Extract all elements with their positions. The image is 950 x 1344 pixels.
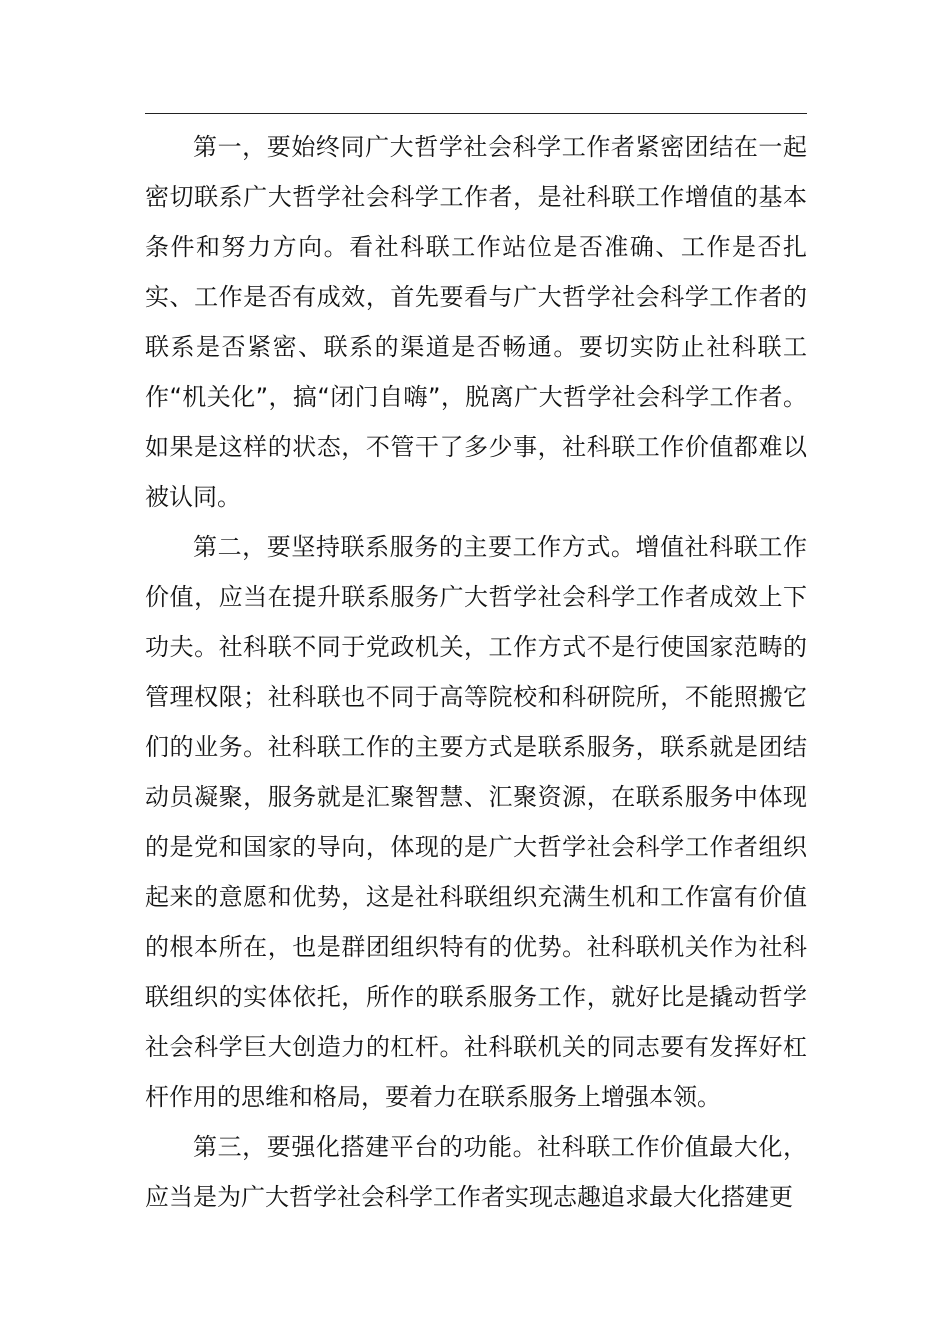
paragraph-2: 第二，要坚持联系服务的主要工作方式。增值社科联工作价值，应当在提升联系服务广大哲学社会科学工作者成效上下功夫。社科联不同于党政机关，工作方式不是行使国家范畴的管理权限；社科联也不同于高等院校和科研院所，不能照搬它们的业务。社科联工作的主要方式是联系服务，联系就是团结动员凝聚，服务就是汇聚智慧、汇聚资源，在联系服务中体现的是党和国家的导向，体现的是广大哲学社会科学工作者组织起来的意愿和优势，这是社科联组织充满生机和工作富有价值的根本所在，也是群团组织特有的优势。社科联机关作为社科联组织的实体依托，所作的联系服务工作，就好比是撬动哲学社会科学巨大创造力的杠杆。社科联机关的同志要有发挥好杠杆作用的思维和格局，要着力在联系服务上增强本领。 — [145, 533, 807, 1111]
header-rule — [145, 113, 807, 114]
paragraph-1: 第一，要始终同广大哲学社会科学工作者紧密团结在一起密切联系广大哲学社会科学工作者，是社科联工作增值的基本条件和努力方向。看社科联工作站位是否准确、工作是否扎实、工作是否有成效，首先要看与广大哲学社会科学工作者的联系是否紧密、联系的渠道是否畅通。要切实防止社科联工作“机关化”，搞“闭门自嗨”，脱离广大哲学社会科学工作者。如果是这样的状态，不管干了多少事，社科联工作价值都难以被认同。 — [145, 133, 807, 511]
document-body — [145, 122, 807, 1222]
paragraph-3: 第三，要强化搭建平台的功能。社科联工作价值最大化，应当是为广大哲学社会科学工作者实现志趣追求最大化搭建更 — [145, 1133, 807, 1211]
